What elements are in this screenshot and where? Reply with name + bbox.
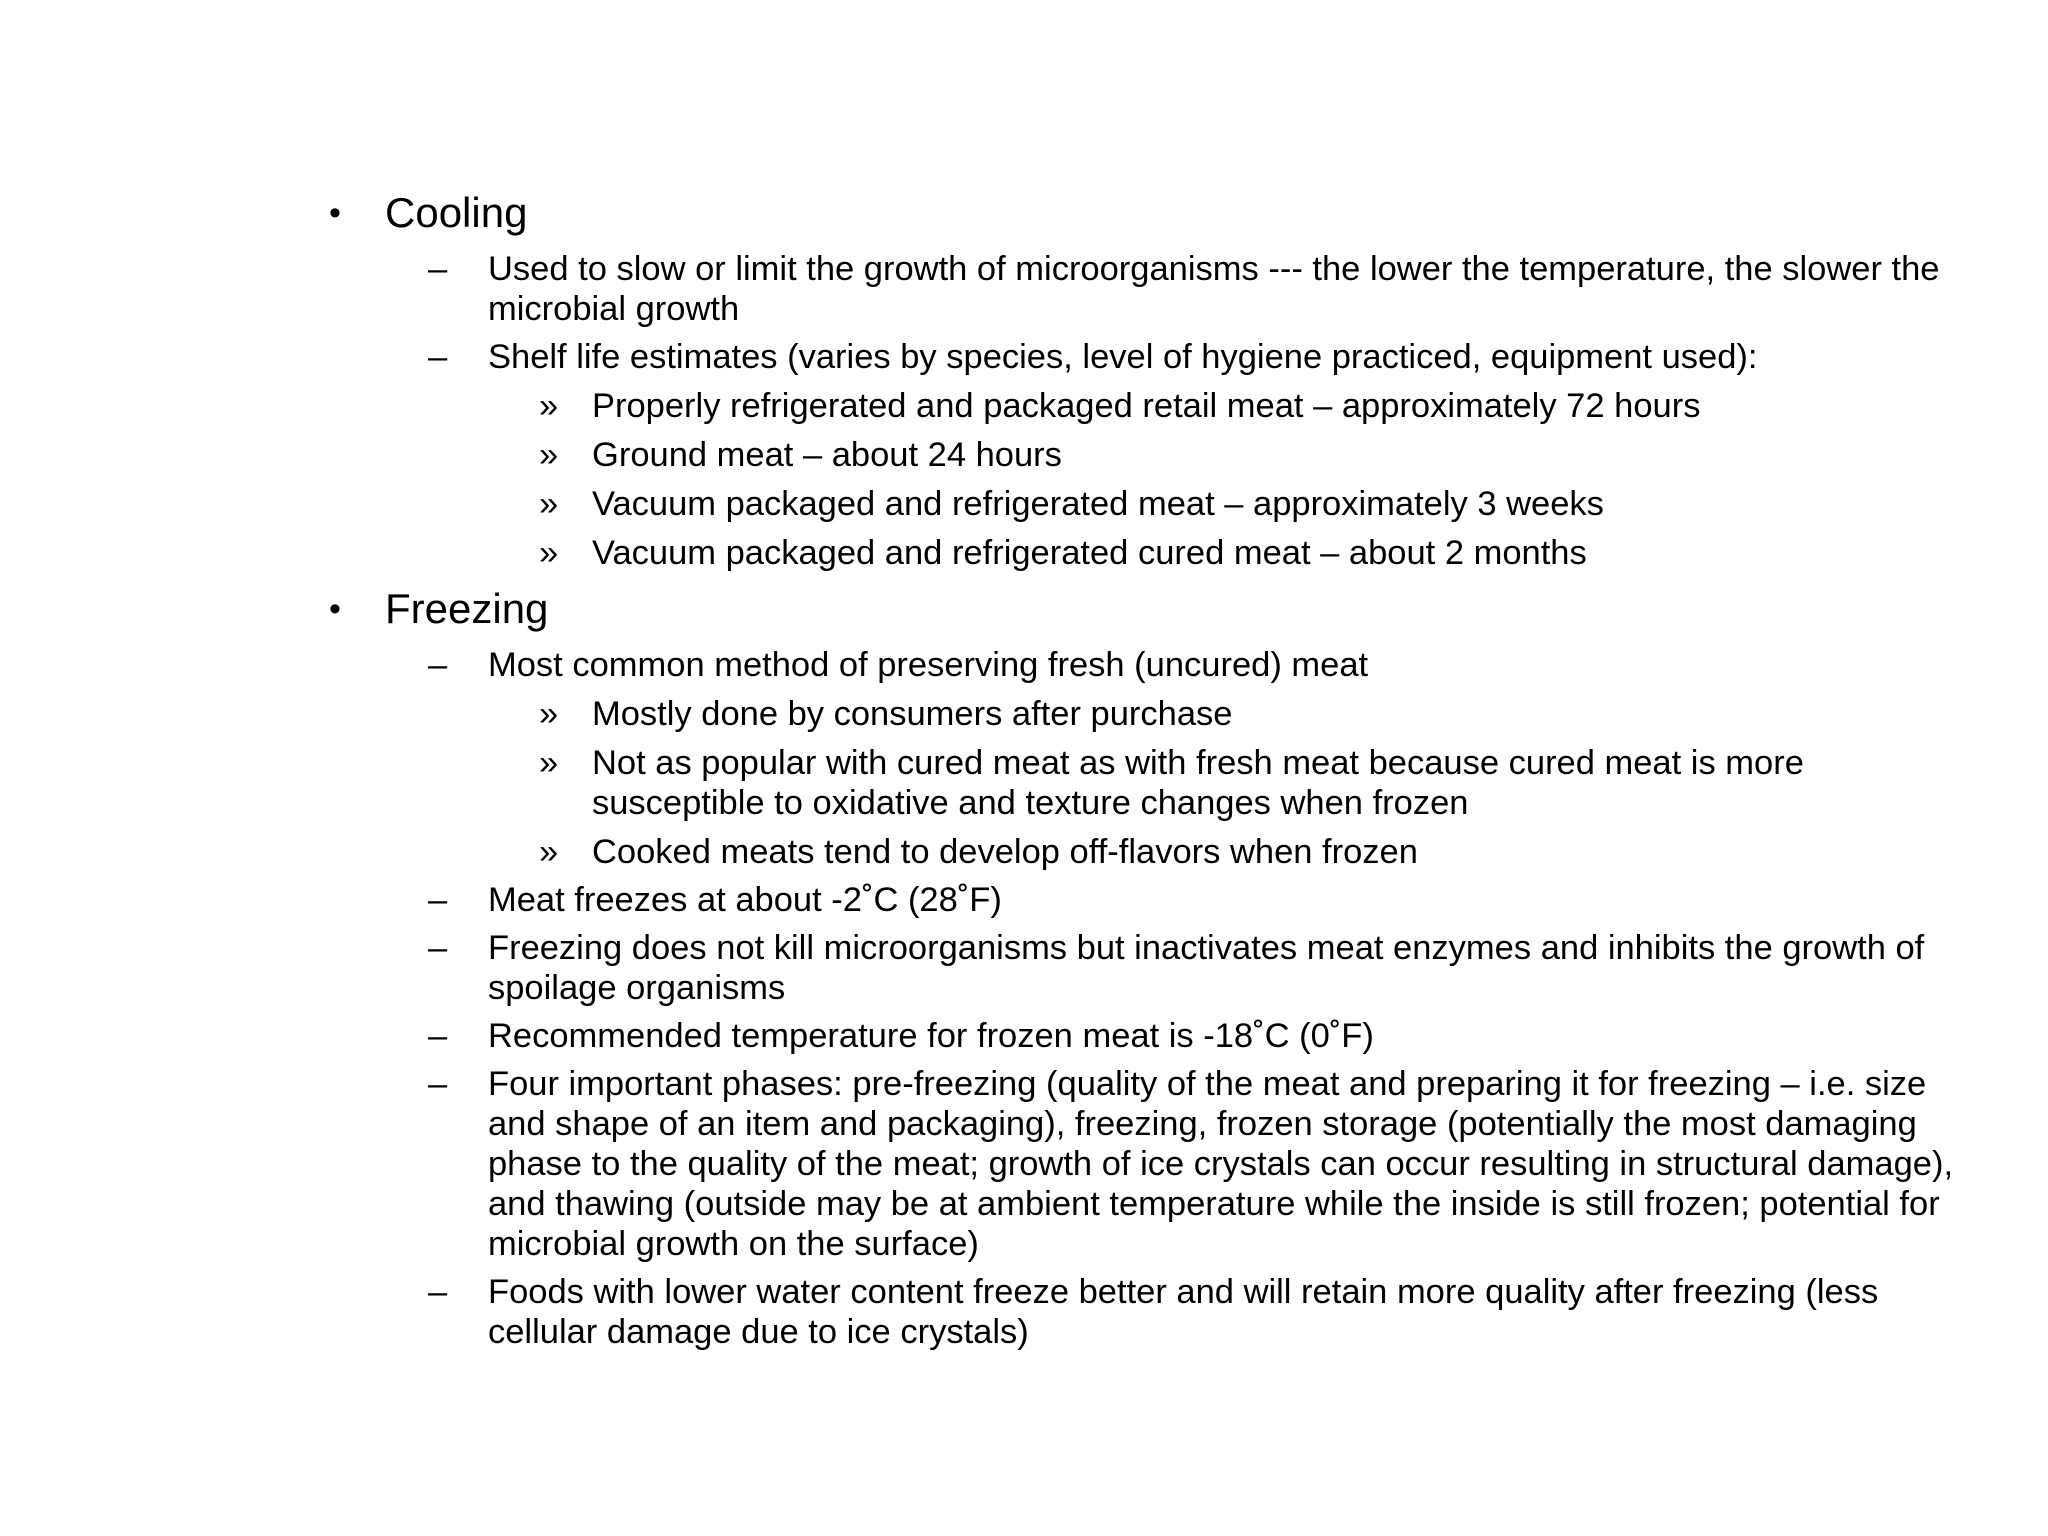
dash-marker: – (428, 1273, 448, 1311)
guillemet-marker: » (539, 534, 559, 572)
sub-sub-bullet (539, 533, 1965, 573)
dash-marker: – (428, 929, 448, 967)
sub-bullet-text: Four important phases: pre-freezing (quality of the meat and preparing it for freezing – i.e. size and shape of an item and packaging), freezing, frozen storage (potentially the most damaging phase to the quality of the meat; growth of ice crystals can occur resulting in structural damage), and thawing (outside may be at ambient temperature while the inside is still frozen; potential for microbial growth on the surface) (488, 1065, 1954, 1263)
sub-sub-bullet (539, 484, 1965, 524)
bullet-marker: • (329, 194, 341, 232)
sub-bullet-text: Meat freezes at about -2˚C (28˚F) (488, 881, 1002, 919)
sub-bullet (428, 249, 1965, 329)
sub-sub-bullet (539, 386, 1965, 426)
sub-sub-bullet (539, 832, 1965, 872)
bullet-cooling (325, 185, 1965, 241)
sub-bullet (428, 1016, 1965, 1056)
sub-bullet (428, 880, 1965, 920)
sub-bullet (428, 928, 1965, 1008)
sub-sub-bullet (539, 435, 1965, 475)
dash-marker: – (428, 250, 448, 288)
sub-bullet-text: Used to slow or limit the growth of microorganisms --- the lower the temperature, the slower the microbial growth (488, 250, 1940, 328)
sub-bullet (428, 1064, 1965, 1264)
sub-sub-bullet-text: Vacuum packaged and refrigerated cured meat – about 2 months (592, 534, 1587, 572)
sub-bullet-text: Most common method of preserving fresh (uncured) meat (488, 646, 1369, 684)
sub-bullet (428, 1272, 1965, 1352)
sub-sub-bullet (539, 694, 1965, 734)
sub-bullet (428, 337, 1965, 377)
guillemet-marker: » (539, 387, 559, 425)
guillemet-marker: » (539, 485, 559, 523)
dash-marker: – (428, 338, 448, 376)
bullet-marker: • (329, 590, 341, 628)
guillemet-marker: » (539, 695, 559, 733)
sub-bullet-text: Recommended temperature for frozen meat is -18˚C (0˚F) (488, 1017, 1374, 1055)
section-heading: Freezing (385, 585, 549, 632)
sub-bullet (428, 645, 1965, 685)
dash-marker: – (428, 1065, 448, 1103)
guillemet-marker: » (539, 833, 559, 871)
sub-sub-bullet-text: Vacuum packaged and refrigerated meat – approximately 3 weeks (592, 485, 1604, 523)
slide-body (325, 185, 1965, 1352)
sub-sub-bullet-text: Mostly done by consumers after purchase (592, 695, 1233, 733)
bullet-freezing (325, 581, 1965, 637)
sub-sub-bullet-text: Not as popular with cured meat as with fresh meat because cured meat is more susceptible to oxidative and texture changes when frozen (592, 744, 1804, 822)
dash-marker: – (428, 1017, 448, 1055)
sub-bullet-text: Freezing does not kill microorganisms but inactivates meat enzymes and inhibits the growth of spoilage organisms (488, 929, 1925, 1007)
section-heading: Cooling (385, 189, 528, 236)
sub-sub-bullet (539, 743, 1965, 823)
sub-sub-bullet-text: Properly refrigerated and packaged retail meat – approximately 72 hours (592, 387, 1701, 425)
guillemet-marker: » (539, 744, 559, 782)
dash-marker: – (428, 646, 448, 684)
sub-sub-bullet-text: Ground meat – about 24 hours (592, 436, 1062, 474)
sub-sub-bullet-text: Cooked meats tend to develop off-flavors when frozen (592, 833, 1418, 871)
guillemet-marker: » (539, 436, 559, 474)
dash-marker: – (428, 881, 448, 919)
sub-bullet-text: Shelf life estimates (varies by species, level of hygiene practiced, equipment used): (488, 338, 1758, 376)
sub-bullet-text: Foods with lower water content freeze better and will retain more quality after freezing (less cellular damage due to ice crystals) (488, 1273, 1879, 1351)
